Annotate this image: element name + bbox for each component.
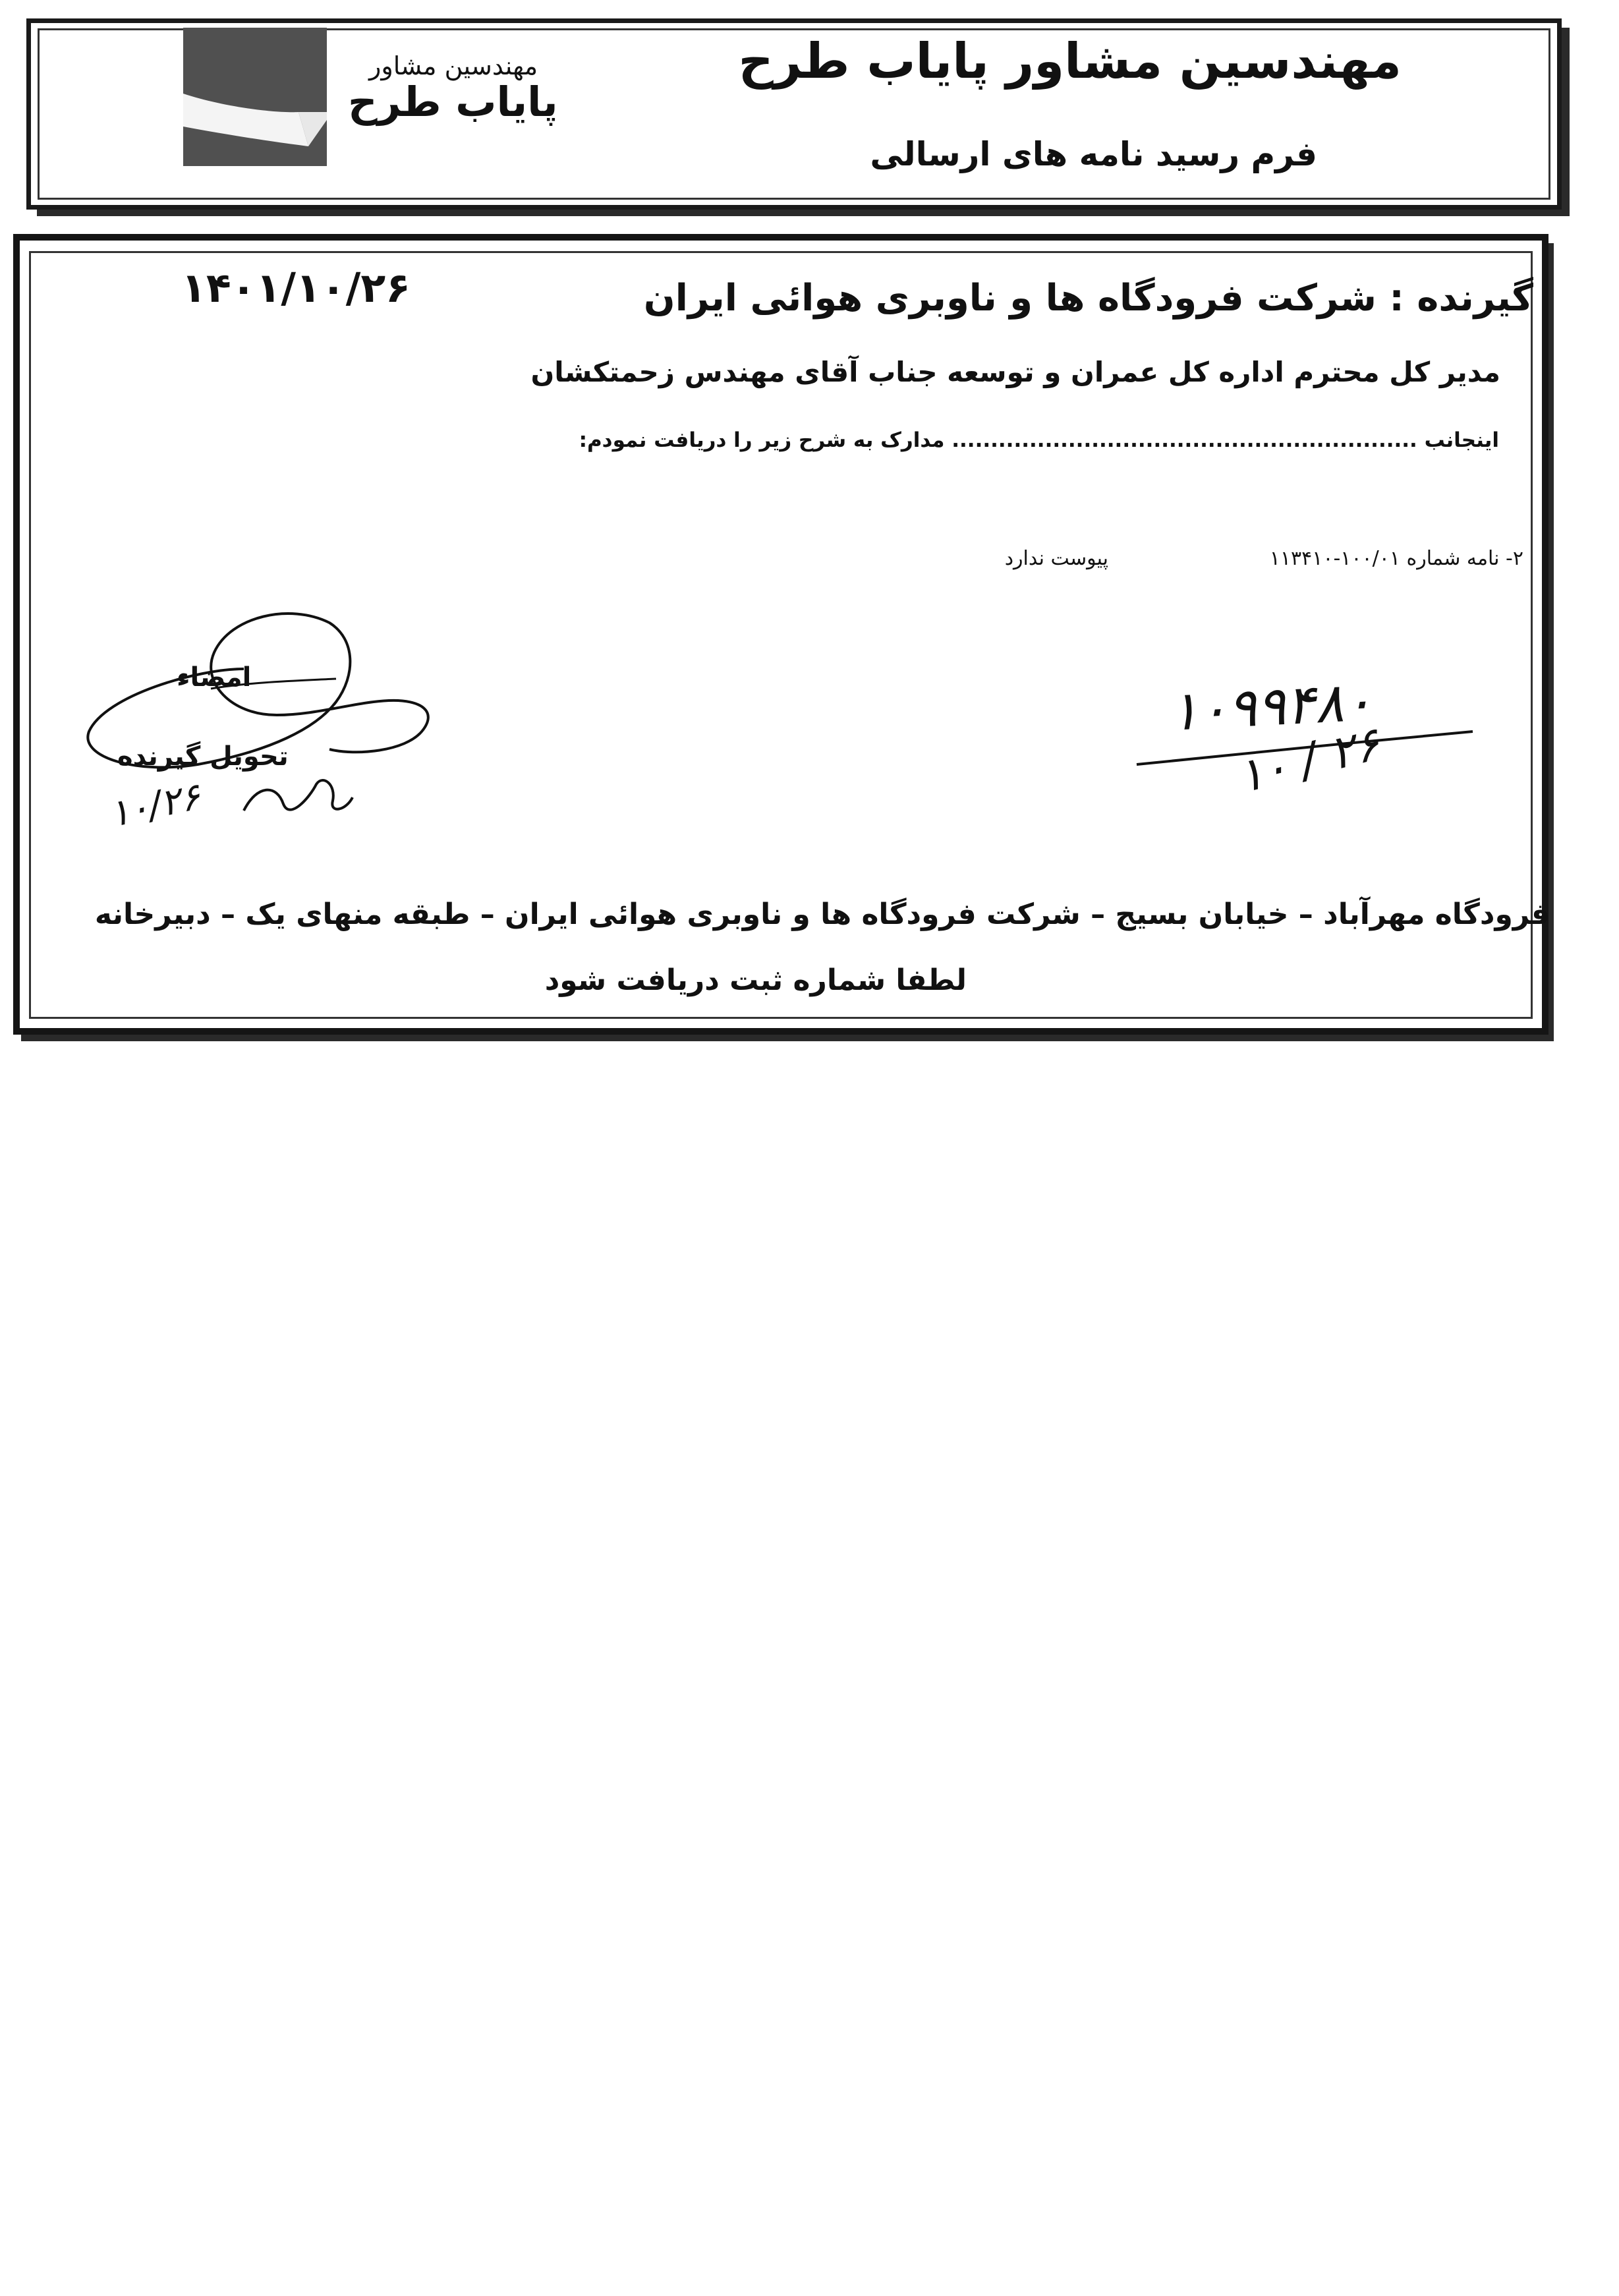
logo-main-text: پایاب طرح <box>348 78 558 126</box>
item-letter-number: ۲- نامه شماره ۱۰۰/۰۱-۱۱۳۴۱۰ <box>1269 547 1523 570</box>
form-title: فرم رسید نامه های ارسالی <box>870 135 1317 173</box>
signature-label: امضاء <box>177 662 252 693</box>
recipient-line: گیرنده : شرکت فرودگاه ها و ناوبری هوائی ایران <box>643 277 1533 320</box>
logo-small-text: مهندسین مشاور <box>369 51 538 80</box>
logo-icon <box>183 28 327 166</box>
company-title: مهندسین مشاور پایاب طرح <box>738 33 1402 90</box>
address-line: فرودگاه مهرآباد – خیابان بسیج – شرکت فرودگاه ها و ناوبری هوائی ایران – طبقه منهای یک – دبیرخانه <box>94 898 1550 931</box>
footer-note: لطفا شماره ثبت دریافت شود <box>544 963 967 997</box>
item-attachment: پیوست ندارد <box>1004 547 1108 570</box>
handwritten-registration-date: ۱۰ / ۲۶ <box>1232 716 1385 804</box>
handwritten-receiver-date: ۱۰/۲۶ <box>105 775 204 836</box>
handwritten-scribble <box>237 771 356 824</box>
statement-line: اینجانب ............................................................ مدارک به شرح زیر را دریافت نمودم: <box>579 428 1499 452</box>
handwritten-registration-number: ۱۰۹۹۴۸۰ <box>1168 670 1375 744</box>
receipt-date: ۱۴۰۱/۱۰/۲۶ <box>181 264 411 312</box>
addressee-line: مدیر کل محترم اداره کل عمران و توسعه جناب آقای مهندس زحمتکشان <box>530 356 1500 388</box>
receiver-label: تحویل گیرنده <box>117 741 289 772</box>
